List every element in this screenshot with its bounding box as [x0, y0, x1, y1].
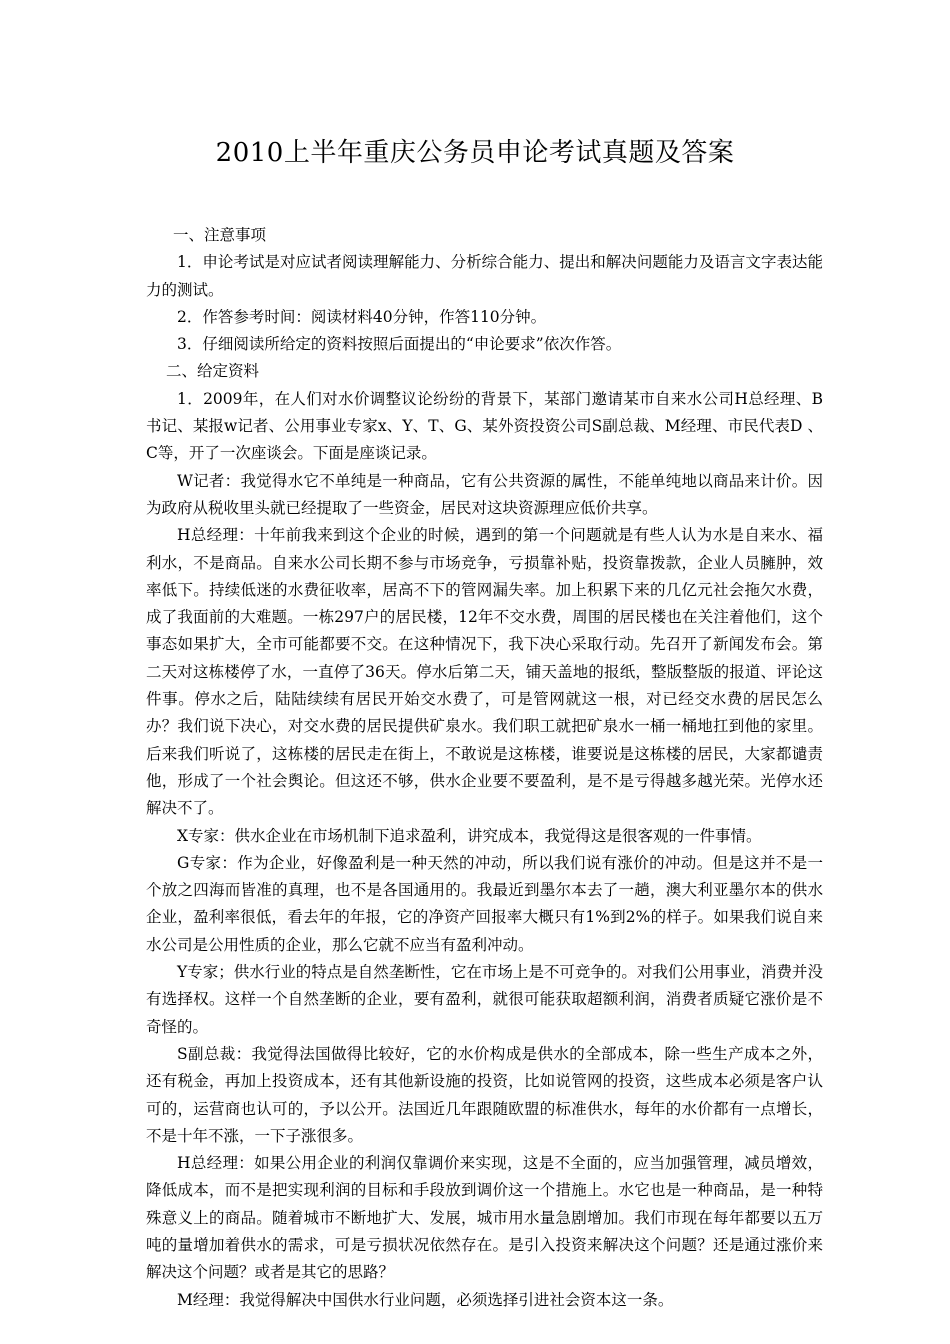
material-paragraph: W记者：我觉得水它不单纯是一种商品，它有公共资源的属性，不能单纯地以商品来计价。因为政府从税收里头就已经提取了一些资金，居民对这块资源理应低价共享。: [146, 471, 823, 517]
note-item: 3．仔细阅读所给定的资料按照后面提出的“申论要求”依次作答。: [177, 335, 622, 354]
document-title: 2010上半年重庆公务员申论考试真题及答案: [215, 138, 735, 168]
section-heading-materials: 二、给定资料: [166, 362, 260, 381]
material-paragraph: H总经理：十年前我来到这个企业的时候，遇到的第一个问题就是有些人认为水是自来水、福利水，不是商品。自来水公司长期不参与市场竞争，亏损靠补贴，投资靠拨款，企业人员臃肿，效率低下。持续低迷的水费征收率，居高不下的管网漏失率。加上积累下来的几亿元社会拖欠水费，成了我面前的大难题。一栋297户的居民楼，12年不交水费，周围的居民楼也在关注着他们，这个事态如果扩大，全市可能都要不交。在这种情况下，我下决心采取行动。先召开了新闻发布会。第二天对这栋楼停了水，一直停了36天。停水后第二天，铺天盖地的报纸，整版整版的报道、评论这件事。停水之后，陆陆续续有居民开始交水费了，可是管网就这一根，对已经交水费的居民怎么办？我们说下决心，对交水费的居民提供矿泉水。我们职工就把矿泉水一桶一桶地扛到他的家里。后来我们听说了，这栋楼的居民走在街上，不敢说是这栋楼，谁要说是这栋楼的居民，大家都谴责他，形成了一个社会舆论。但这还不够，供水企业要不要盈利，是不是亏得越多越光荣。光停水还解决不了。: [146, 526, 823, 818]
note-item: 2．作答参考时间：阅读材料40分钟，作答110分钟。: [177, 307, 547, 326]
material-paragraph: H总经理：如果公用企业的利润仅靠调价来实现，这是不全面的，应当加强管理，减员增效，降低成本，而不是把实现利润的目标和手段放到调价这一个措施上。水它也是一种商品，是一种特殊意义上的商品。随着城市不断地扩大、发展，城市用水量急剧增加。我们市现在每年都要以五万吨的量增加着供水的需求，可是亏损状况依然存在。是引入投资来解决这个问题？还是通过涨价来解决这个问题？或者是其它的思路？: [146, 1154, 823, 1282]
material-paragraph: G专家：作为企业，好像盈利是一种天然的冲动，所以我们说有涨价的冲动。但是这并不是一个放之四海而皆准的真理，也不是各国通用的。我最近到墨尔本去了一趟，澳大利亚墨尔本的供水企业，盈利率很低，看去年的年报，它的净资产回报率大概只有1%到2%的样子。如果我们说自来水公司是公用性质的企业，那么它就不应当有盈利冲动。: [146, 853, 823, 954]
note-item: 1．申论考试是对应试者阅读理解能力、分析综合能力、提出和解决问题能力及语言文字表达能力的测试。: [146, 253, 823, 299]
material-paragraph: M经理：我觉得解决中国供水行业问题，必须选择引进社会资本这一条。: [177, 1290, 674, 1309]
document-body: [146, 222, 823, 1314]
material-paragraph: X专家：供水企业在市场机制下追求盈利，讲究成本，我觉得这是很客观的一件事情。: [177, 826, 762, 845]
section-heading-notes: 一、注意事项: [173, 226, 267, 244]
material-paragraph: S副总裁：我觉得法国做得比较好，它的水价构成是供水的全部成本，除一些生产成本之外，还有税金，再加上投资成本，还有其他新设施的投资，比如说管网的投资，这些成本必须是客户认可的，运营商也认可的，予以公开。法国近几年跟随欧盟的标准供水，每年的水价都有一点增长，不是十年不涨，一下子涨很多。: [146, 1044, 823, 1145]
material-paragraph: 1．2009年，在人们对水价调整议论纷纷的背景下，某部门邀请某市自来水公司H总经理、B书记、某报w记者、公用事业专家x、Y、T、G、某外资投资公司S副总裁、M经理、市民代表D 、C等，开了一次座谈会。下面是座谈记录。: [146, 389, 823, 463]
material-paragraph: Y专家；供水行业的特点是自然垄断性，它在市场上是不可竞争的。对我们公用事业，消费并没有选择权。这样一个自然垄断的企业，要有盈利，就很可能获取超额利润，消费者质疑它涨价是不奇怪的。: [146, 963, 823, 1036]
